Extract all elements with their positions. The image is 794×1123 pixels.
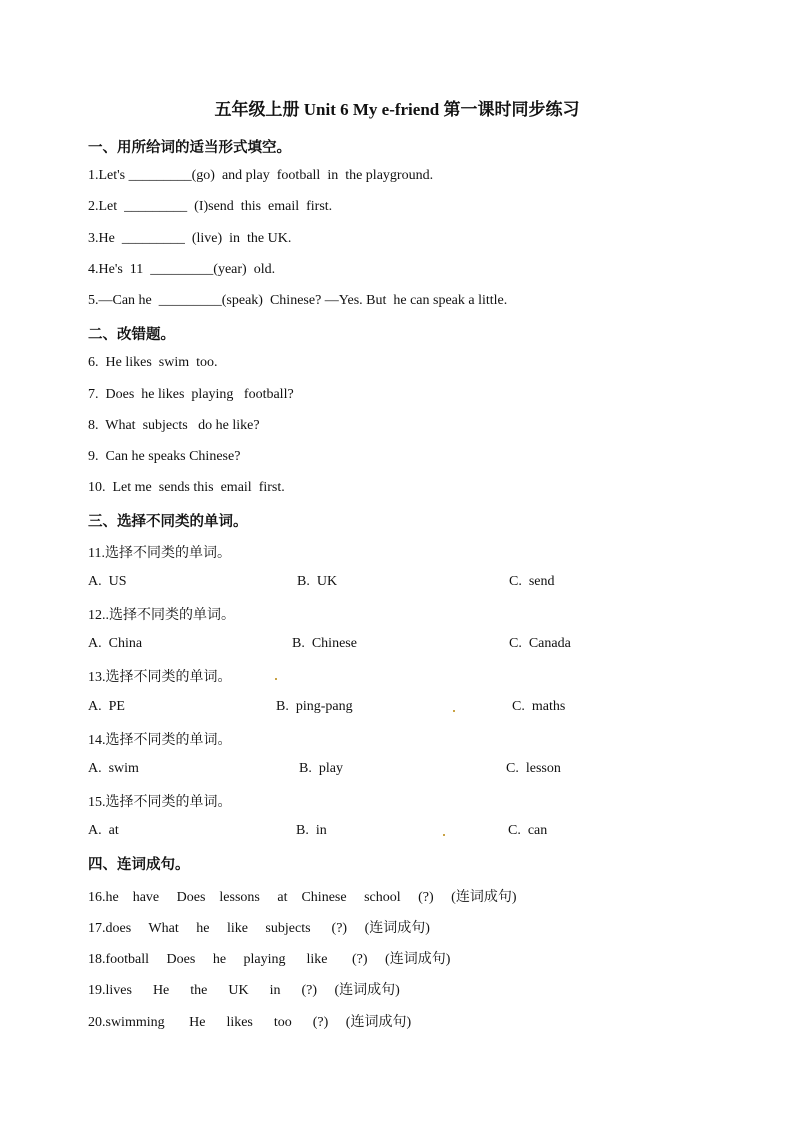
question-13-option-a: A. PE bbox=[88, 699, 125, 714]
question-15-prompt: 15.选择不同类的单词。 bbox=[88, 795, 232, 810]
question-19: 19.lives He the UK in (?) (连词成句) bbox=[88, 983, 400, 998]
question-10: 10. Let me sends this email first. bbox=[88, 480, 285, 495]
question-16: 16.he have Does lessons at Chinese school (?) (连词成句) bbox=[88, 890, 517, 905]
question-20: 20.swimming He likes too (?) (连词成句) bbox=[88, 1015, 412, 1030]
section-2-heading: 二、改错题。 bbox=[88, 327, 175, 343]
question-14-option-b: B. play bbox=[299, 761, 343, 776]
question-14-option-a: A. swim bbox=[88, 761, 139, 776]
question-15-option-b: B. in bbox=[296, 823, 327, 838]
question-15-option-a: A. at bbox=[88, 823, 119, 838]
question-3: 3.He _________ (live) in the UK. bbox=[88, 231, 292, 246]
question-2: 2.Let _________ (I)send this email first. bbox=[88, 199, 333, 214]
question-5: 5.—Can he _________(speak) Chinese? —Yes. But he can speak a little. bbox=[88, 293, 508, 308]
question-12-option-b: B. Chinese bbox=[292, 636, 357, 651]
question-12-prompt: 12..选择不同类的单词。 bbox=[88, 608, 235, 623]
question-11-option-a: A. US bbox=[88, 574, 127, 589]
question-13-prompt: 13.选择不同类的单词。 bbox=[88, 670, 232, 685]
question-11-prompt: 11.选择不同类的单词。 bbox=[88, 546, 231, 561]
stray-dot bbox=[443, 834, 445, 836]
stray-dot bbox=[453, 710, 455, 712]
question-11-option-b: B. UK bbox=[297, 574, 338, 589]
stray-dot bbox=[275, 678, 277, 680]
question-11-option-c: C. send bbox=[509, 574, 555, 589]
section-3-heading: 三、选择不同类的单词。 bbox=[88, 514, 248, 530]
question-8: 8. What subjects do he like? bbox=[88, 418, 260, 433]
section-4-heading: 四、连词成句。 bbox=[88, 857, 190, 873]
question-14-option-c: C. lesson bbox=[506, 761, 561, 776]
question-17: 17.does What he like subjects (?) (连词成句) bbox=[88, 921, 430, 936]
section-1-heading: 一、用所给词的适当形式填空。 bbox=[88, 140, 291, 156]
question-18: 18.football Does he playing like (?) (连词成句) bbox=[88, 952, 451, 967]
question-4: 4.He's 11 _________(year) old. bbox=[88, 262, 276, 277]
question-12-option-c: C. Canada bbox=[509, 636, 571, 651]
question-9: 9. Can he speaks Chinese? bbox=[88, 449, 241, 464]
question-13-option-c: C. maths bbox=[512, 699, 566, 714]
question-12-option-a: A. China bbox=[88, 636, 143, 651]
question-1: 1.Let's _________(go) and play football in the playground. bbox=[88, 168, 434, 183]
question-14-prompt: 14.选择不同类的单词。 bbox=[88, 733, 232, 748]
question-7: 7. Does he likes playing football? bbox=[88, 387, 294, 402]
page-title: 五年级上册 Unit 6 My e-friend 第一课时同步练习 bbox=[214, 100, 580, 119]
question-13-option-b: B. ping-pang bbox=[276, 699, 353, 714]
question-15-option-c: C. can bbox=[508, 823, 548, 838]
question-6: 6. He likes swim too. bbox=[88, 355, 218, 370]
